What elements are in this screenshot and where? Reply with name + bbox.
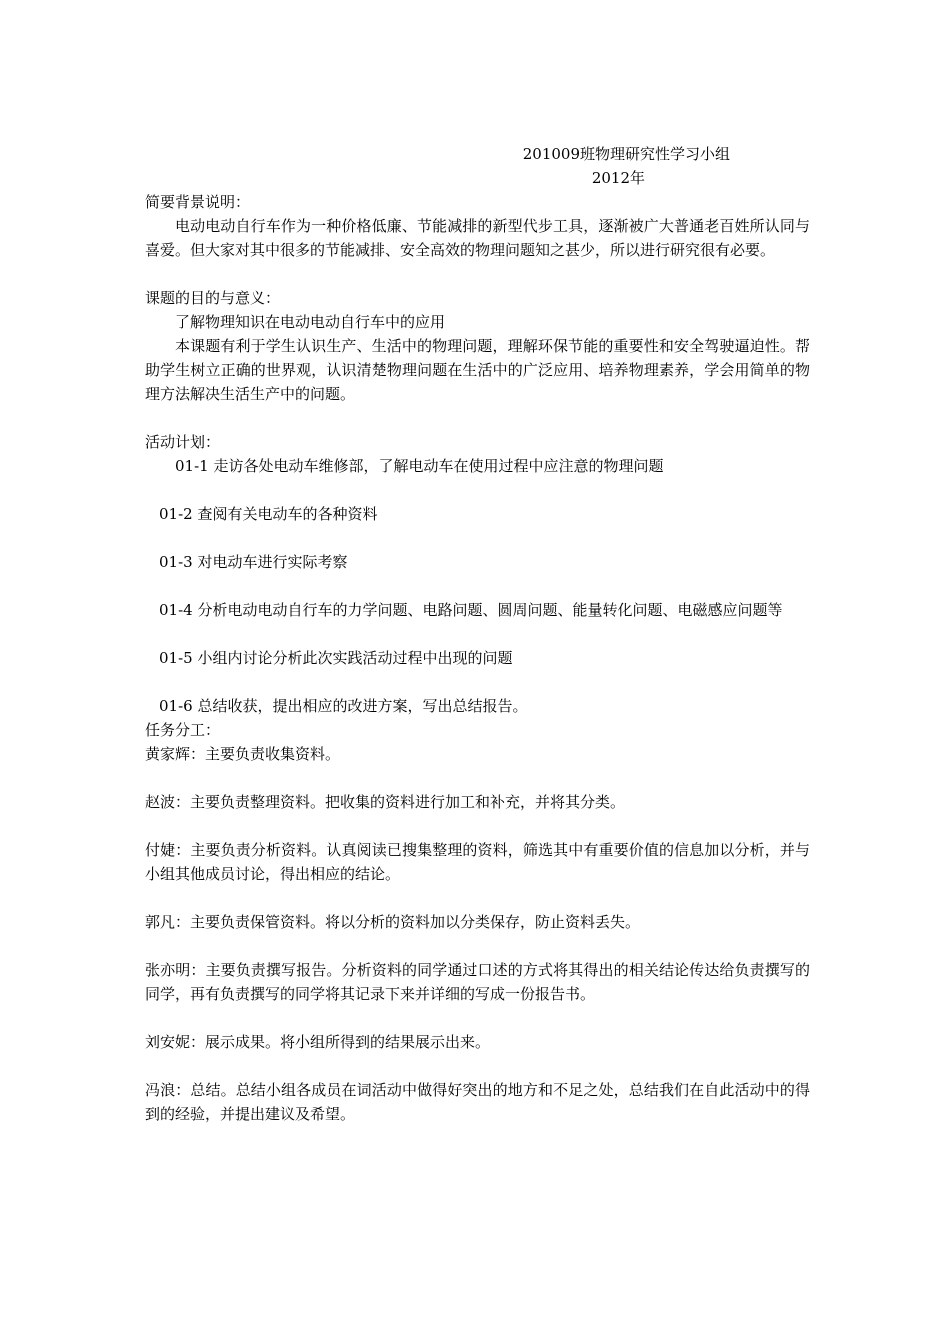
task-item-5: 张亦明：主要负责撰写报告。分析资料的同学通过口述的方式将其得出的相关结论传达给负责撰写的同学，再有负责撰写的同学将其记录下来并详细的写成一份报告书。 — [145, 961, 810, 1003]
spacer — [145, 814, 810, 838]
document-year: 2012年 — [591, 169, 645, 187]
purpose-line-2: 本课题有利于学生认识生产、生活中的物理问题，理解环保节能的重要性和安全驾驶逼迫性。帮助学生树立正确的世界观，认识清楚物理问题在生活中的广泛应用、培养物理素养，学会用简单的物理方法解决生活生产中的问题。 — [145, 337, 810, 403]
plan-item-6: 01-6 总结收获，提出相应的改进方案，写出总结报告。 — [159, 697, 528, 715]
spacer — [145, 406, 810, 430]
plan-item-5: 01-5 小组内讨论分析此次实践活动过程中出现的问题 — [159, 649, 513, 667]
spacer — [145, 934, 810, 958]
plan-item-2: 01-2 查阅有关电动车的各种资料 — [159, 505, 378, 523]
purpose-heading: 课题的目的与意义： — [145, 289, 281, 307]
task-item-6: 刘安妮：展示成果。将小组所得到的结果展示出来。 — [145, 1033, 491, 1051]
spacer — [145, 622, 810, 646]
task-item-3: 付婕：主要负责分析资料。认真阅读已搜集整理的资料，筛选其中有重要价值的信息加以分析，并与小组其他成员讨论，得出相应的结论。 — [145, 841, 810, 883]
spacer — [145, 574, 810, 598]
plan-heading: 活动计划： — [145, 433, 221, 451]
spacer — [145, 1054, 810, 1078]
plan-item-4: 01-4 分析电动电动自行车的力学问题、电路问题、圆周问题、能量转化问题、电磁感应问题等 — [159, 601, 783, 619]
task-item-4: 郭凡：主要负责保管资料。将以分析的资料加以分类保存，防止资料丢失。 — [145, 913, 641, 931]
purpose-line-1: 了解物理知识在电动电动自行车中的应用 — [175, 313, 446, 331]
background-heading: 简要背景说明： — [145, 193, 251, 211]
spacer — [145, 766, 810, 790]
plan-item-3: 01-3 对电动车进行实际考察 — [159, 553, 348, 571]
task-item-7: 冯浪：总结。总结小组各成员在词活动中做得好突出的地方和不足之处，总结我们在自此活动中的得到的经验，并提出建议及希望。 — [145, 1081, 810, 1123]
spacer — [145, 478, 810, 502]
background-text: 电动电动自行车作为一种价格低廉、节能减排的新型代步工具，逐渐被广大普通老百姓所认同与喜爱。但大家对其中很多的节能减排、安全高效的物理问题知之甚少，所以进行研究很有必要。 — [145, 217, 810, 259]
spacer — [145, 526, 810, 550]
spacer — [145, 262, 810, 286]
spacer — [145, 1006, 810, 1030]
task-item-2: 赵波：主要负责整理资料。把收集的资料进行加工和补充，并将其分类。 — [145, 793, 626, 811]
tasks-heading: 任务分工： — [145, 721, 221, 739]
plan-item-1: 01-1 走访各处电动车维修部，了解电动车在使用过程中应注意的物理问题 — [175, 457, 664, 475]
document-title: 201009班物理研究性学习小组 — [522, 145, 730, 163]
document-body — [145, 142, 810, 1126]
spacer — [145, 670, 810, 694]
spacer — [145, 886, 810, 910]
task-item-1: 黄家辉：主要负责收集资料。 — [145, 745, 341, 763]
